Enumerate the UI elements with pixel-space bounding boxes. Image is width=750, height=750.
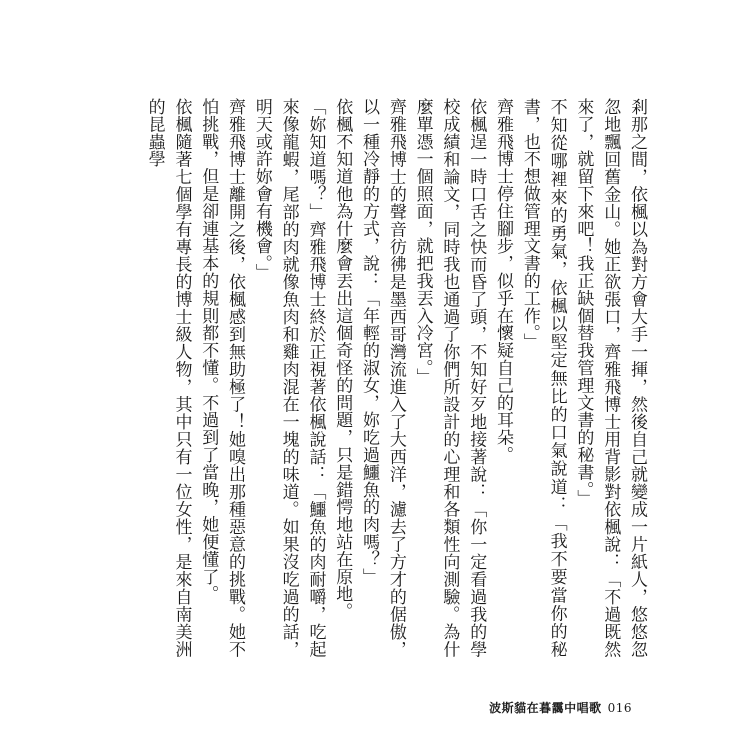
paragraph: 齊雅飛博士的聲音彷彿是墨西哥灣流進入了大西洋，濾去了方才的倨傲，以一種冷靜的方式，說：「年輕的淑女，妳吃過鱷魚的肉嗎？」 <box>359 98 406 658</box>
book-title: 波斯貓在暮靄中唱歌 <box>489 701 602 715</box>
paragraph: 剎那之間，依楓以為對方會大手一揮，然後自己就變成一片紙人，悠悠忽忽地飄回舊金山。她正欲張口，齊雅飛博士用背影對依楓說：「不過既然來了，就留下來吧！我正缺個替我管理文書的秘書。」 <box>573 98 647 658</box>
paragraph: 不知從哪裡來的勇氣，依楓以堅定無比的口氣說道：「我不要當你的秘書，也不想做管理文書的工作。」 <box>519 98 567 658</box>
paragraph: 依楓不知道他為什麼會丟出這個奇怪的問題，只是錯愕地站在原地。 <box>332 98 353 620</box>
paragraph: 齊雅飛博士停住腳步，似乎在懷疑自己的耳朵。 <box>493 98 514 464</box>
paragraph: 齊雅飛博士離開之後，依楓感到無助極了！她嗅出那種惡意的挑戰。她不怕挑戰，但是卻連基本的規則都不懂。不過到了當晚，她便懂了。 <box>198 98 246 658</box>
page-footer <box>489 699 632 716</box>
body-text <box>141 98 650 658</box>
paragraph: 依楓隨著七個學有專長的博士級人物，其中只有一位女性，是來自南美洲的昆蟲學 <box>144 98 192 658</box>
paragraph: 「妳知道嗎？」齊雅飛博士終於正視著依楓說話：「鱷魚的肉耐嚼，吃起來像龍蝦，尾部的肉就像魚肉和雞肉混在一塊的味道。如果沒吃過的話，明天或許妳會有機會。」 <box>251 98 326 658</box>
page-number: 016 <box>607 701 632 715</box>
paragraph: 依楓逞一時口舌之快而昏了頭，不知好歹地接著說：「你一定看過我的學校成績和論文，同時我也通過了你們所設計的心理和各類性向測驗。為什麼單憑一個照面，就把我丟入冷宮。」 <box>412 98 487 658</box>
